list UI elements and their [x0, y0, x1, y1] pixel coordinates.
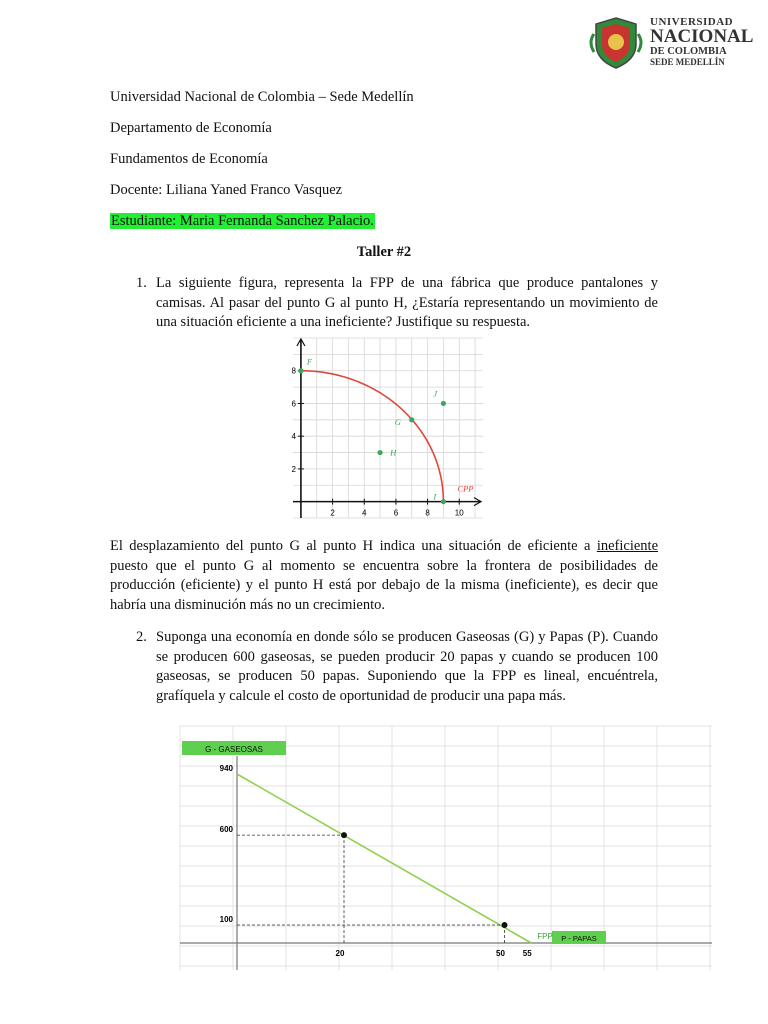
point-label-j: J: [433, 388, 438, 399]
header-teacher: Docente: Liliana Yaned Franco Vasquez: [110, 182, 343, 198]
y-tick-label: 940: [219, 764, 233, 773]
point-label-h: H: [390, 447, 397, 458]
x-tick-label: 50: [496, 949, 505, 958]
answer-1-after: puesto que el punto G al momento se encuentra sobre la frontera de posibilidades de producción (eficiente) y el punto H está por debajo de la misma (ineficiente), es decir que habría una disminución más no un crecimiento.: [110, 557, 658, 613]
x-tick-label: 6: [393, 508, 399, 518]
answer-1-before: El desplazamiento del punto G al punto H indica una situación de eficiente a: [110, 538, 597, 554]
page-title: Taller #2: [356, 244, 412, 260]
point-label-i: I: [433, 491, 437, 502]
y-tick-label: 2: [291, 464, 296, 474]
university-seal-icon: [588, 14, 644, 70]
y-tick-label: 4: [291, 432, 296, 442]
y-tick-label: 8: [291, 366, 296, 376]
marked-point: [502, 922, 508, 928]
x-tick-label: 2: [330, 508, 335, 518]
logo-line-1: UNIVERSIDAD: [650, 16, 734, 28]
fpp-line: [237, 774, 531, 943]
header-department: Departamento de Economía: [110, 120, 272, 136]
logo-line-3: DE COLOMBIA: [650, 46, 727, 57]
header-course: Fundamentos de Economía: [110, 151, 268, 167]
logo-line-2: NACIONAL: [650, 26, 754, 47]
answer-1-underlined: ineficiente: [596, 538, 658, 554]
x-tick-label: 8: [425, 508, 430, 518]
point-label-g: G: [394, 416, 401, 427]
point-f: [298, 368, 303, 373]
x-axis-label: P - PAPAS: [561, 934, 597, 943]
point-g: [409, 417, 414, 422]
point-i: [441, 499, 446, 504]
y-tick-label: 100: [219, 915, 233, 925]
answer-1: [110, 537, 658, 615]
question-1-number: 1.: [136, 275, 147, 291]
x-tick-label: 55: [522, 949, 532, 958]
question-2-text: Suponga una economía en donde sólo se producen Gaseosas (G) y Papas (P). Cuando se producen 600 gaseosas, se pueden producir 20 papas y cuando se producen 100 gaseosas, se producen 50 papas. Suponiendo que la FPP es lineal, encuéntrela, grafíquela y calcule el costo de oportunidad de producir una papa más.: [156, 629, 658, 704]
x-tick-label: 4: [362, 508, 367, 518]
fpp-chart-1: [293, 338, 483, 518]
logo-line-4: SEDE MEDELLÍN: [650, 57, 725, 67]
marked-point: [341, 832, 347, 838]
y-tick-label: 600: [219, 825, 233, 835]
x-tick-label: 10: [454, 508, 464, 518]
header-student: [110, 212, 375, 230]
university-logo: [588, 12, 758, 70]
y-tick-label: 6: [291, 399, 296, 409]
header-university: Universidad Nacional de Colombia – Sede Medellín: [110, 89, 414, 105]
x-tick-label: 20: [335, 949, 345, 958]
question-1-text: La siguiente figura, representa la FPP de una fábrica que produce pantalones y camisas. Al pasar del punto G al punto H, ¿Estaría representando un movimiento de una situación eficiente a una ineficiente? Justifique su respuesta.: [156, 275, 658, 330]
curve-label: CPP: [457, 483, 474, 494]
point-h: [377, 450, 382, 455]
question-2-number: 2.: [136, 629, 147, 645]
fpp-line-label: FPP: [537, 932, 553, 941]
y-axis-label: G - GASEOSAS: [205, 745, 263, 754]
point-label-f: F: [306, 356, 313, 367]
point-j: [441, 401, 446, 406]
fpp-chart-2: [180, 726, 712, 970]
student-highlight: Estudiante: Maria Fernanda Sanchez Palacio.: [111, 213, 374, 229]
